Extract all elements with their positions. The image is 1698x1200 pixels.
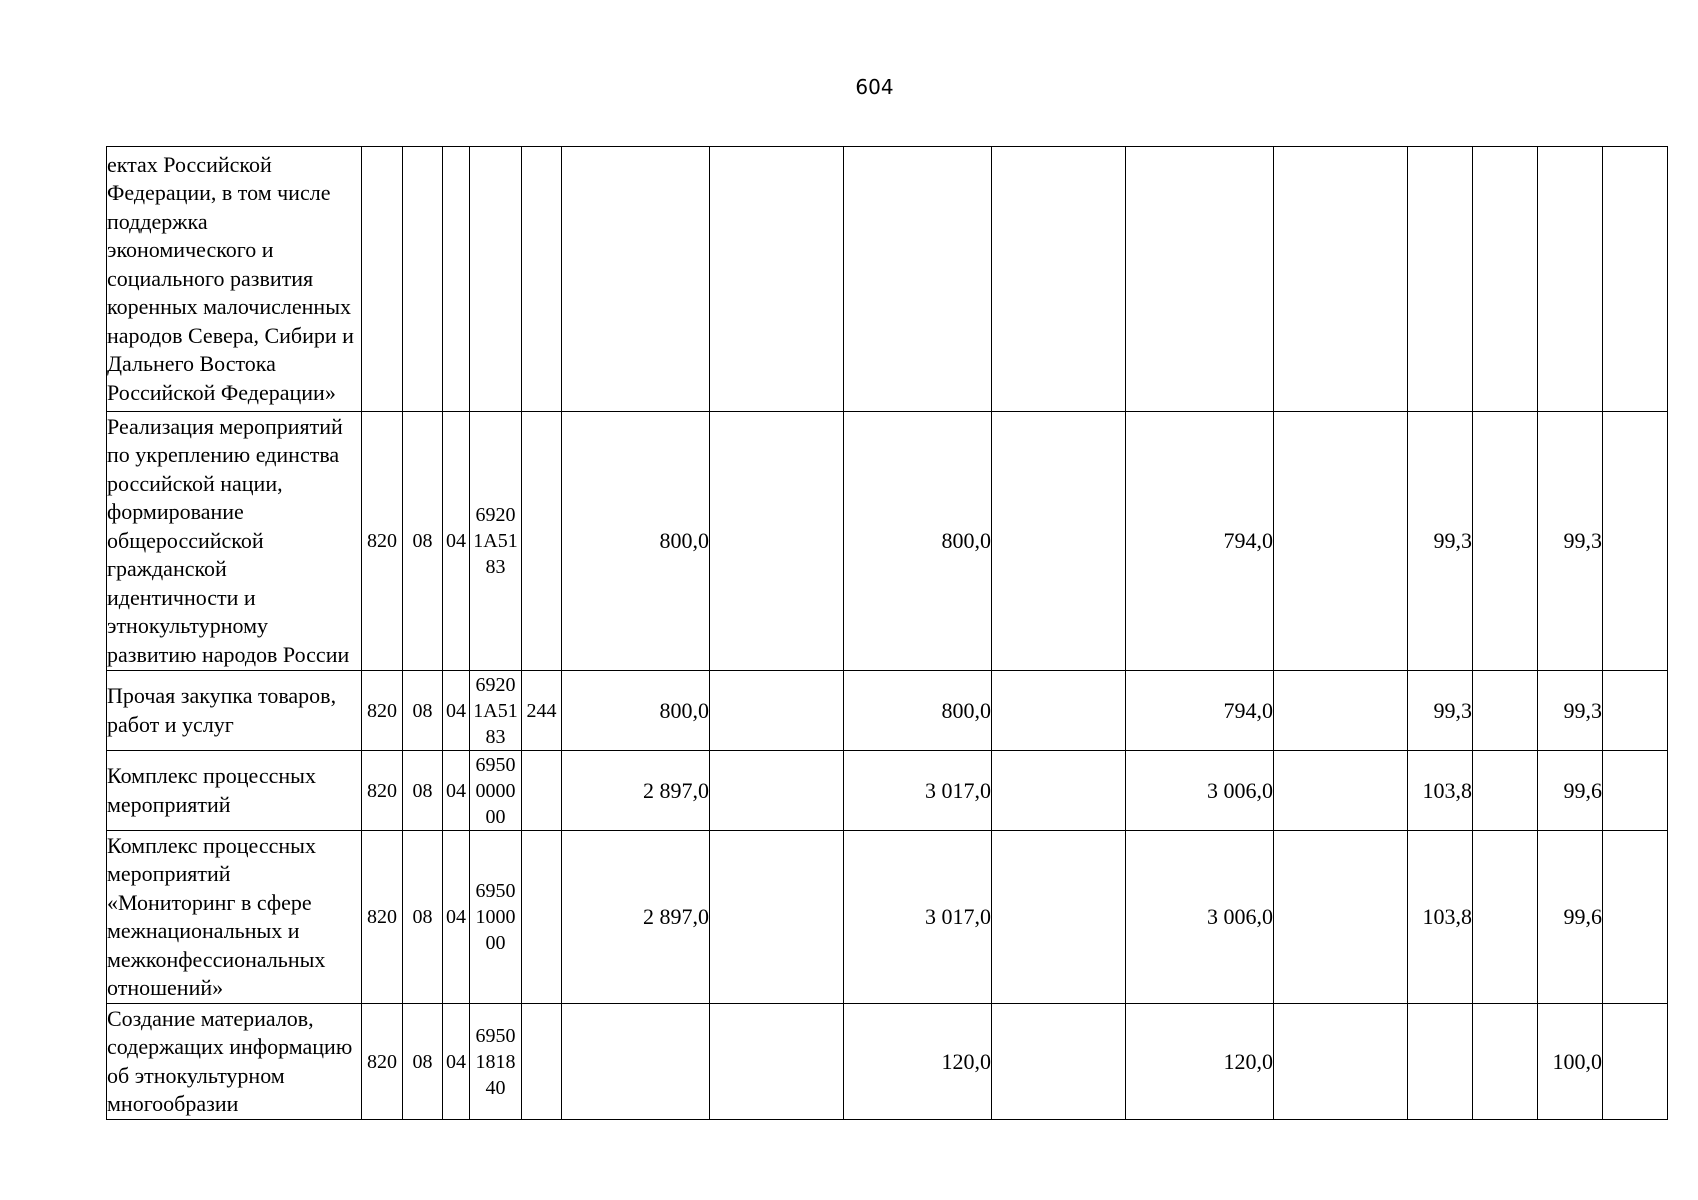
plan-initial [562,147,710,412]
empty-cell [1473,147,1538,412]
expense-type-code [522,412,562,671]
percent-revised: 100,0 [1538,1004,1603,1120]
empty-cell [1274,751,1408,831]
subsection-code: 04 [443,831,470,1004]
plan-initial: 2 897,0 [562,751,710,831]
expense-type-code: 244 [522,671,562,751]
table-row [107,412,1668,671]
subsection-code [443,147,470,412]
plan-revised: 120,0 [844,1004,992,1120]
empty-cell [992,751,1126,831]
empty-cell [1473,751,1538,831]
empty-cell [1274,147,1408,412]
plan-initial: 2 897,0 [562,831,710,1004]
empty-cell [1274,412,1408,671]
empty-cell [1274,1004,1408,1120]
target-article-code: 6950 1818 40 [470,1004,522,1120]
empty-cell [1274,831,1408,1004]
percent-initial [1408,1004,1473,1120]
table-row [107,671,1668,751]
target-article-code: 6950 0000 00 [470,751,522,831]
section-code: 08 [403,671,443,751]
empty-cell [710,147,844,412]
ved-code: 820 [362,1004,403,1120]
empty-cell [710,412,844,671]
empty-cell [1603,1004,1668,1120]
page-number: 604 [855,75,894,99]
target-article-code: 6920 1А51 83 [470,671,522,751]
subsection-code: 04 [443,751,470,831]
executed: 3 006,0 [1126,751,1274,831]
empty-cell [992,1004,1126,1120]
expense-type-code [522,831,562,1004]
ved-code: 820 [362,412,403,671]
empty-cell [992,147,1126,412]
plan-revised [844,147,992,412]
empty-cell [710,1004,844,1120]
ved-code: 820 [362,671,403,751]
percent-initial: 99,3 [1408,412,1473,671]
empty-cell [1603,671,1668,751]
ved-code: 820 [362,751,403,831]
ved-code [362,147,403,412]
executed [1126,147,1274,412]
empty-cell [710,751,844,831]
table-row [107,1004,1668,1120]
empty-cell [1473,831,1538,1004]
plan-revised: 3 017,0 [844,751,992,831]
plan-revised: 800,0 [844,671,992,751]
plan-revised: 800,0 [844,412,992,671]
row-name: Прочая закупка товаров, работ и услуг [107,671,362,751]
table-row [107,831,1668,1004]
plan-initial [562,1004,710,1120]
percent-initial [1408,147,1473,412]
table-row [107,147,1668,412]
executed: 120,0 [1126,1004,1274,1120]
table-row [107,751,1668,831]
subsection-code: 04 [443,412,470,671]
row-name: ектах Российской Федерации, в том числе поддержка экономического и социального развития коренных малочисленных народов Севера, Сибири и Дальнего Востока Российской Федерации» [107,147,362,412]
target-article-code: 6920 1А51 83 [470,412,522,671]
percent-initial: 99,3 [1408,671,1473,751]
empty-cell [1603,751,1668,831]
executed: 794,0 [1126,671,1274,751]
row-name: Комплекс процессных мероприятий «Мониторинг в сфере межнациональных и межконфессиональных отношений» [107,831,362,1004]
plan-revised: 3 017,0 [844,831,992,1004]
empty-cell [992,412,1126,671]
subsection-code: 04 [443,1004,470,1120]
executed: 794,0 [1126,412,1274,671]
percent-revised: 99,3 [1538,412,1603,671]
ved-code: 820 [362,831,403,1004]
subsection-code: 04 [443,671,470,751]
expense-type-code [522,1004,562,1120]
row-name: Создание материалов, содержащих информацию об этнокультурном многообразии [107,1004,362,1120]
expense-type-code [522,147,562,412]
budget-table [106,146,1668,1120]
percent-initial: 103,8 [1408,831,1473,1004]
percent-revised: 99,3 [1538,671,1603,751]
empty-cell [710,831,844,1004]
percent-revised: 99,6 [1538,831,1603,1004]
section-code: 08 [403,412,443,671]
empty-cell [1274,671,1408,751]
empty-cell [1603,412,1668,671]
empty-cell [1603,831,1668,1004]
plan-initial: 800,0 [562,412,710,671]
empty-cell [1603,147,1668,412]
executed: 3 006,0 [1126,831,1274,1004]
empty-cell [1473,671,1538,751]
percent-revised [1538,147,1603,412]
plan-initial: 800,0 [562,671,710,751]
empty-cell [992,831,1126,1004]
section-code: 08 [403,1004,443,1120]
section-code: 08 [403,831,443,1004]
target-article-code [470,147,522,412]
section-code [403,147,443,412]
row-name: Комплекс процессных мероприятий [107,751,362,831]
empty-cell [1473,1004,1538,1120]
percent-revised: 99,6 [1538,751,1603,831]
empty-cell [992,671,1126,751]
empty-cell [1473,412,1538,671]
percent-initial: 103,8 [1408,751,1473,831]
empty-cell [710,671,844,751]
section-code: 08 [403,751,443,831]
target-article-code: 6950 1000 00 [470,831,522,1004]
row-name: Реализация мероприятий по укреплению единства российской нации, формирование общероссийской гражданской идентичности и этнокультурному развитию народов России [107,412,362,671]
expense-type-code [522,751,562,831]
